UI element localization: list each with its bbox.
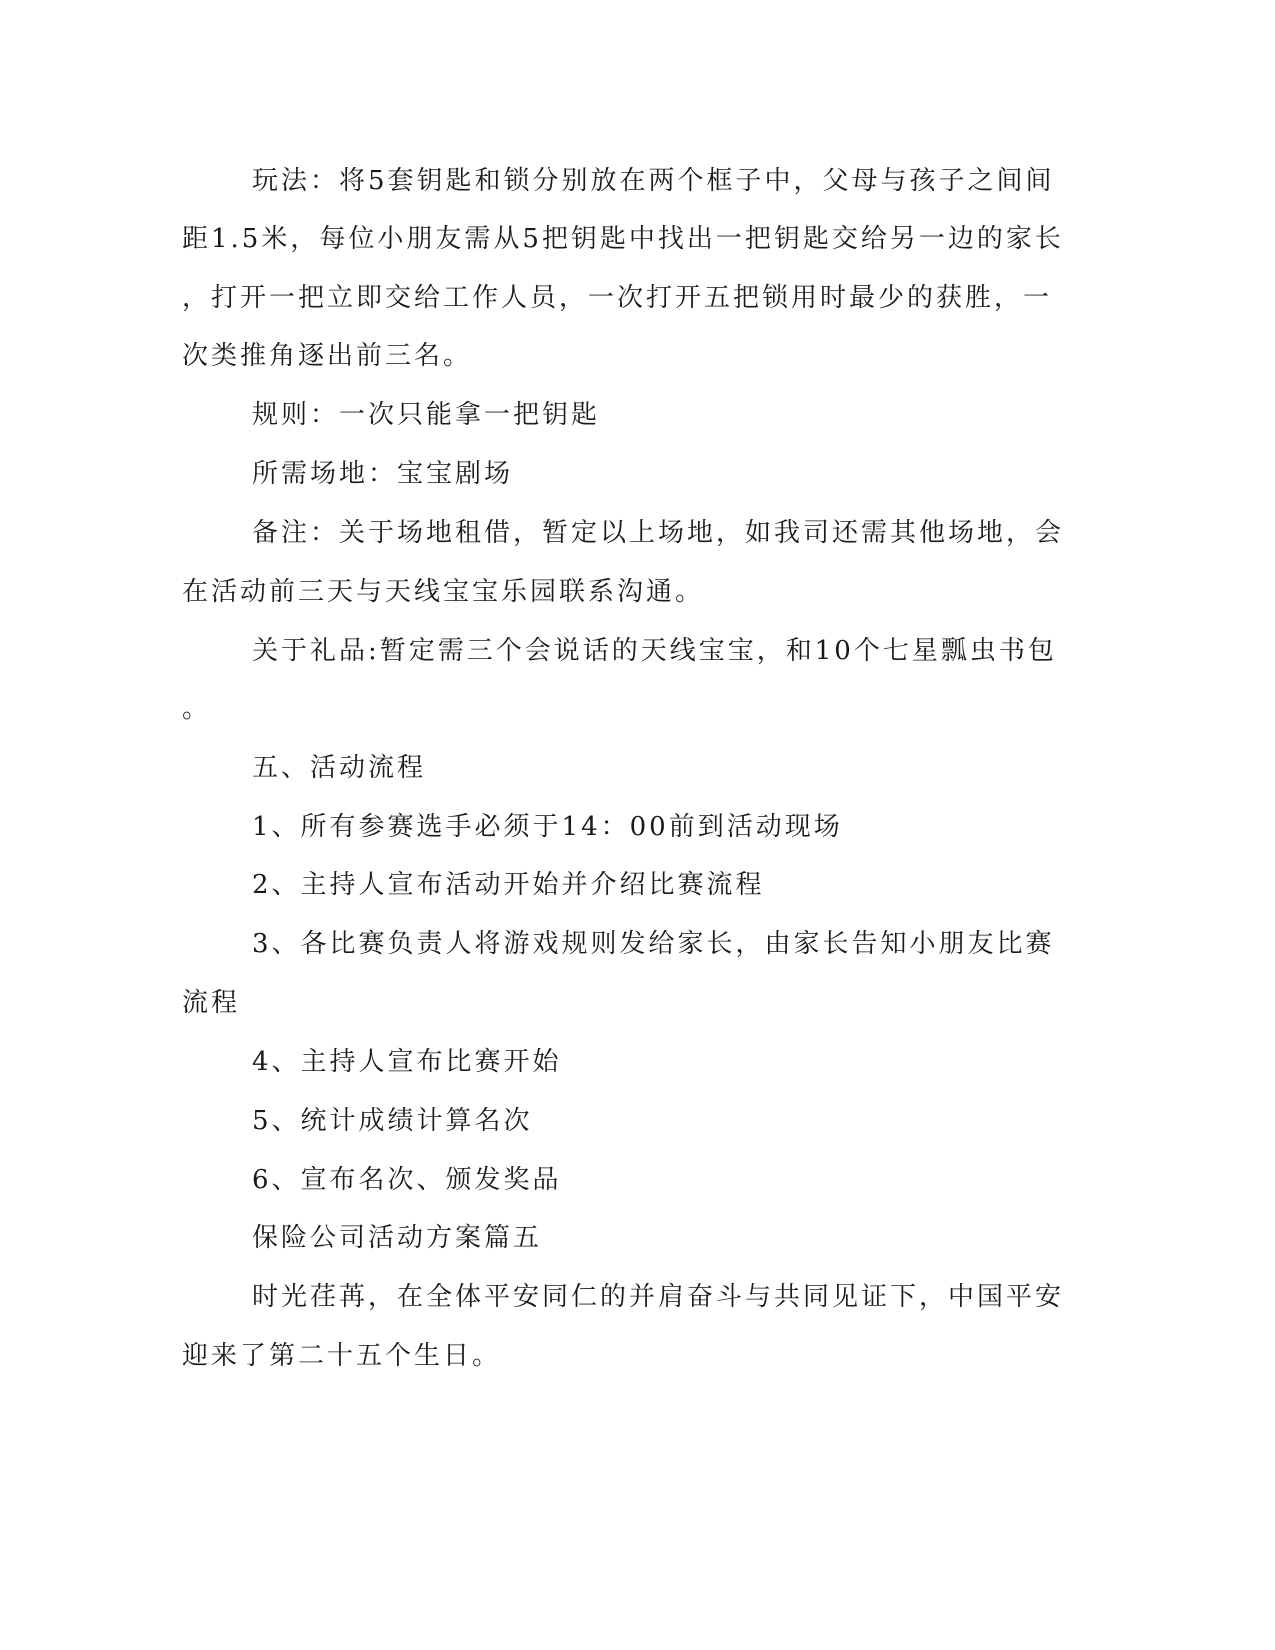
list-item: 5、统计成绩计算名次 bbox=[252, 1106, 533, 1136]
list-item: 4、主持人宣布比赛开始 bbox=[252, 1047, 562, 1077]
paragraph-line: 所需场地：宝宝剧场 bbox=[252, 459, 514, 489]
section-heading: 五、活动流程 bbox=[252, 753, 427, 783]
paragraph-line: 迎来了第二十五个生日。 bbox=[182, 1341, 502, 1371]
paragraph-line: 距1.5米，每位小朋友需从5把钥匙中找出一把钥匙交给另一边的家长 bbox=[182, 224, 1064, 254]
paragraph-line: 次类推角逐出前三名。 bbox=[182, 341, 473, 371]
paragraph-line: ，打开一把立即交给工作人员，一次打开五把锁用时最少的获胜，一 bbox=[182, 283, 1053, 313]
list-item: 6、宣布名次、颁发奖品 bbox=[252, 1165, 562, 1195]
paragraph-line: 时光荏苒，在全体平安同仁的并肩奋斗与共同见证下，中国平安 bbox=[252, 1282, 1065, 1312]
list-item: 1、所有参赛选手必须于14：00前到活动现场 bbox=[252, 812, 843, 842]
paragraph-line: 。 bbox=[182, 694, 212, 724]
paragraph-line: 在活动前三天与天线宝宝乐园联系沟通。 bbox=[182, 577, 705, 607]
section-title: 保险公司活动方案篇五 bbox=[252, 1223, 543, 1253]
paragraph-line: 玩法：将5套钥匙和锁分别放在两个框子中，父母与孩子之间间 bbox=[252, 166, 1055, 196]
list-item-continuation: 流程 bbox=[182, 988, 241, 1018]
paragraph-line: 关于礼品:暂定需三个会说话的天线宝宝，和10个七星瓢虫书包 bbox=[252, 636, 1057, 666]
list-item: 3、各比赛负责人将游戏规则发给家长，由家长告知小朋友比赛 bbox=[252, 929, 1055, 959]
paragraph-line: 规则：一次只能拿一把钥匙 bbox=[252, 400, 601, 430]
list-item: 2、主持人宣布活动开始并介绍比赛流程 bbox=[252, 870, 765, 900]
paragraph-line: 备注：关于场地租借，暂定以上场地，如我司还需其他场地，会 bbox=[252, 518, 1065, 548]
